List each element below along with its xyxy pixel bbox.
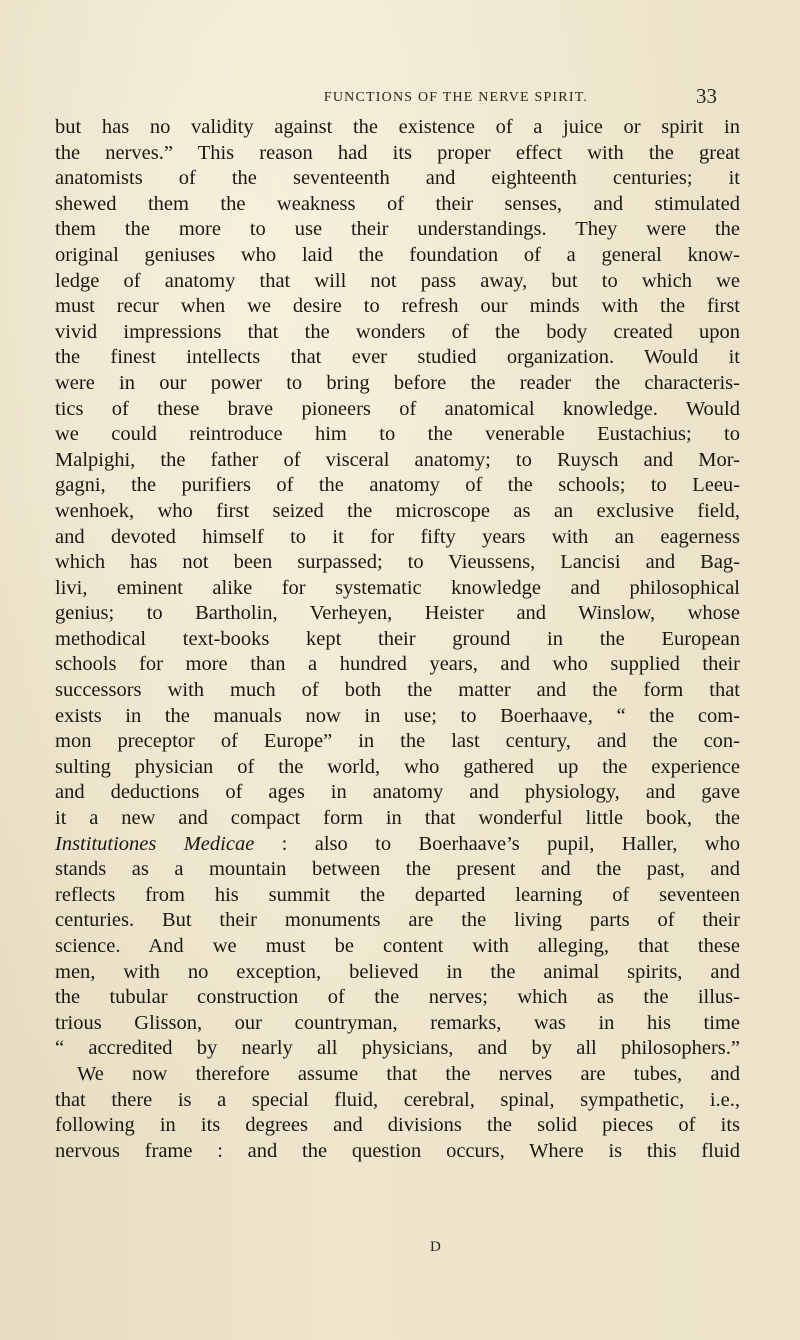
- text-line: and deductions of ages in anatomy and physiology, and gave: [55, 781, 740, 804]
- book-title-italic: Institutiones Medicae: [55, 832, 255, 855]
- signature-mark: D: [430, 1239, 441, 1255]
- text-line: ledge of anatomy that will not pass away, but to which we: [55, 269, 740, 292]
- text-line: sulting physician of the world, who gathered up the experience: [55, 755, 740, 778]
- text-line: methodical text-books kept their ground in the European: [55, 627, 740, 650]
- text-line: livi, eminent alike for systematic knowledge and philosophical: [55, 576, 740, 599]
- text-line: science. And we must be content with alleging, that these: [55, 935, 740, 957]
- text-line: “ accredited by nearly all physicians, and by all philosophers.”: [55, 1037, 740, 1060]
- text-line: must recur when we desire to refresh our minds with the first: [55, 295, 740, 318]
- text-line: trious Glisson, our countryman, remarks, was in his time: [55, 1011, 740, 1034]
- text-line: vivid impressions that the wonders of the body created upon: [55, 320, 740, 343]
- text-line: that there is a special fluid, cerebral, spinal, sympathetic, i.e.,: [55, 1088, 740, 1111]
- text-line: reflects from his summit the departed learning of seventeen: [55, 883, 740, 906]
- text-line: and devoted himself to it for fifty years with an eagerness: [55, 525, 740, 548]
- text-line: the nerves.” This reason had its proper effect with the great: [55, 141, 740, 164]
- text-line: Malpighi, the father of visceral anatomy; to Ruysch and Mor-: [55, 448, 740, 471]
- text-line: mon preceptor of Europe” in the last century, and the con-: [55, 730, 740, 753]
- text-line: it a new and compact form in that wonderful little book, the: [55, 807, 740, 830]
- text-line: shewed them the weakness of their senses, and stimulated: [55, 192, 740, 215]
- text-line: exists in the manuals now in use; to Boerhaave, “ the com-: [55, 704, 740, 727]
- text-line: genius; to Bartholin, Verheyen, Heister and Winslow, whose: [55, 602, 740, 625]
- text-line: successors with much of both the matter and the form that: [55, 679, 740, 702]
- text-line: but has no validity against the existence of a juice or spirit in: [55, 116, 740, 138]
- text-line: tics of these brave pioneers of anatomical knowledge. Would: [55, 397, 740, 420]
- text-line: Institutiones Medicae : also to Boerhaave’s pupil, Haller, who: [55, 832, 741, 855]
- text-line: original geniuses who laid the foundation of a general know-: [55, 243, 740, 266]
- text-line: centuries. But their monuments are the living parts of their: [55, 909, 740, 932]
- text-line: them the more to use their understandings. They were the: [55, 218, 740, 241]
- text-line: men, with no exception, believed in the animal spirits, and: [55, 960, 740, 983]
- running-head: FUNCTIONS OF THE NERVE SPIRIT.: [323, 90, 589, 105]
- text-line: wenhoek, who first seized the microscope as an exclusive field,: [55, 499, 740, 522]
- text-line: were in our power to bring before the reader the characteris-: [55, 371, 740, 394]
- text-line: which has not been surpassed; to Vieussens, Lancisi and Bag-: [55, 551, 740, 574]
- text-line: anatomists of the seventeenth and eighteenth centuries; it: [55, 167, 740, 190]
- body-text: [55, 115, 740, 1164]
- text-line: stands as a mountain between the present and the past, and: [55, 858, 740, 881]
- text-line: schools for more than a hundred years, and who supplied their: [55, 653, 740, 676]
- text-line: following in its degrees and divisions the solid pieces of its: [55, 1114, 740, 1137]
- text-line: the finest intellects that ever studied organization. Would it: [55, 346, 740, 369]
- page-number: 33: [696, 84, 717, 108]
- text-line: We now therefore assume that the nerves are tubes, and: [77, 1062, 740, 1085]
- text-line: gagni, the purifiers of the anatomy of the schools; to Leeu-: [55, 474, 740, 497]
- text-line: the tubular construction of the nerves; which as the illus-: [55, 986, 740, 1009]
- text-line: we could reintroduce him to the venerable Eustachius; to: [55, 423, 740, 446]
- text-line: nervous frame : and the question occurs, Where is this fluid: [55, 1139, 740, 1162]
